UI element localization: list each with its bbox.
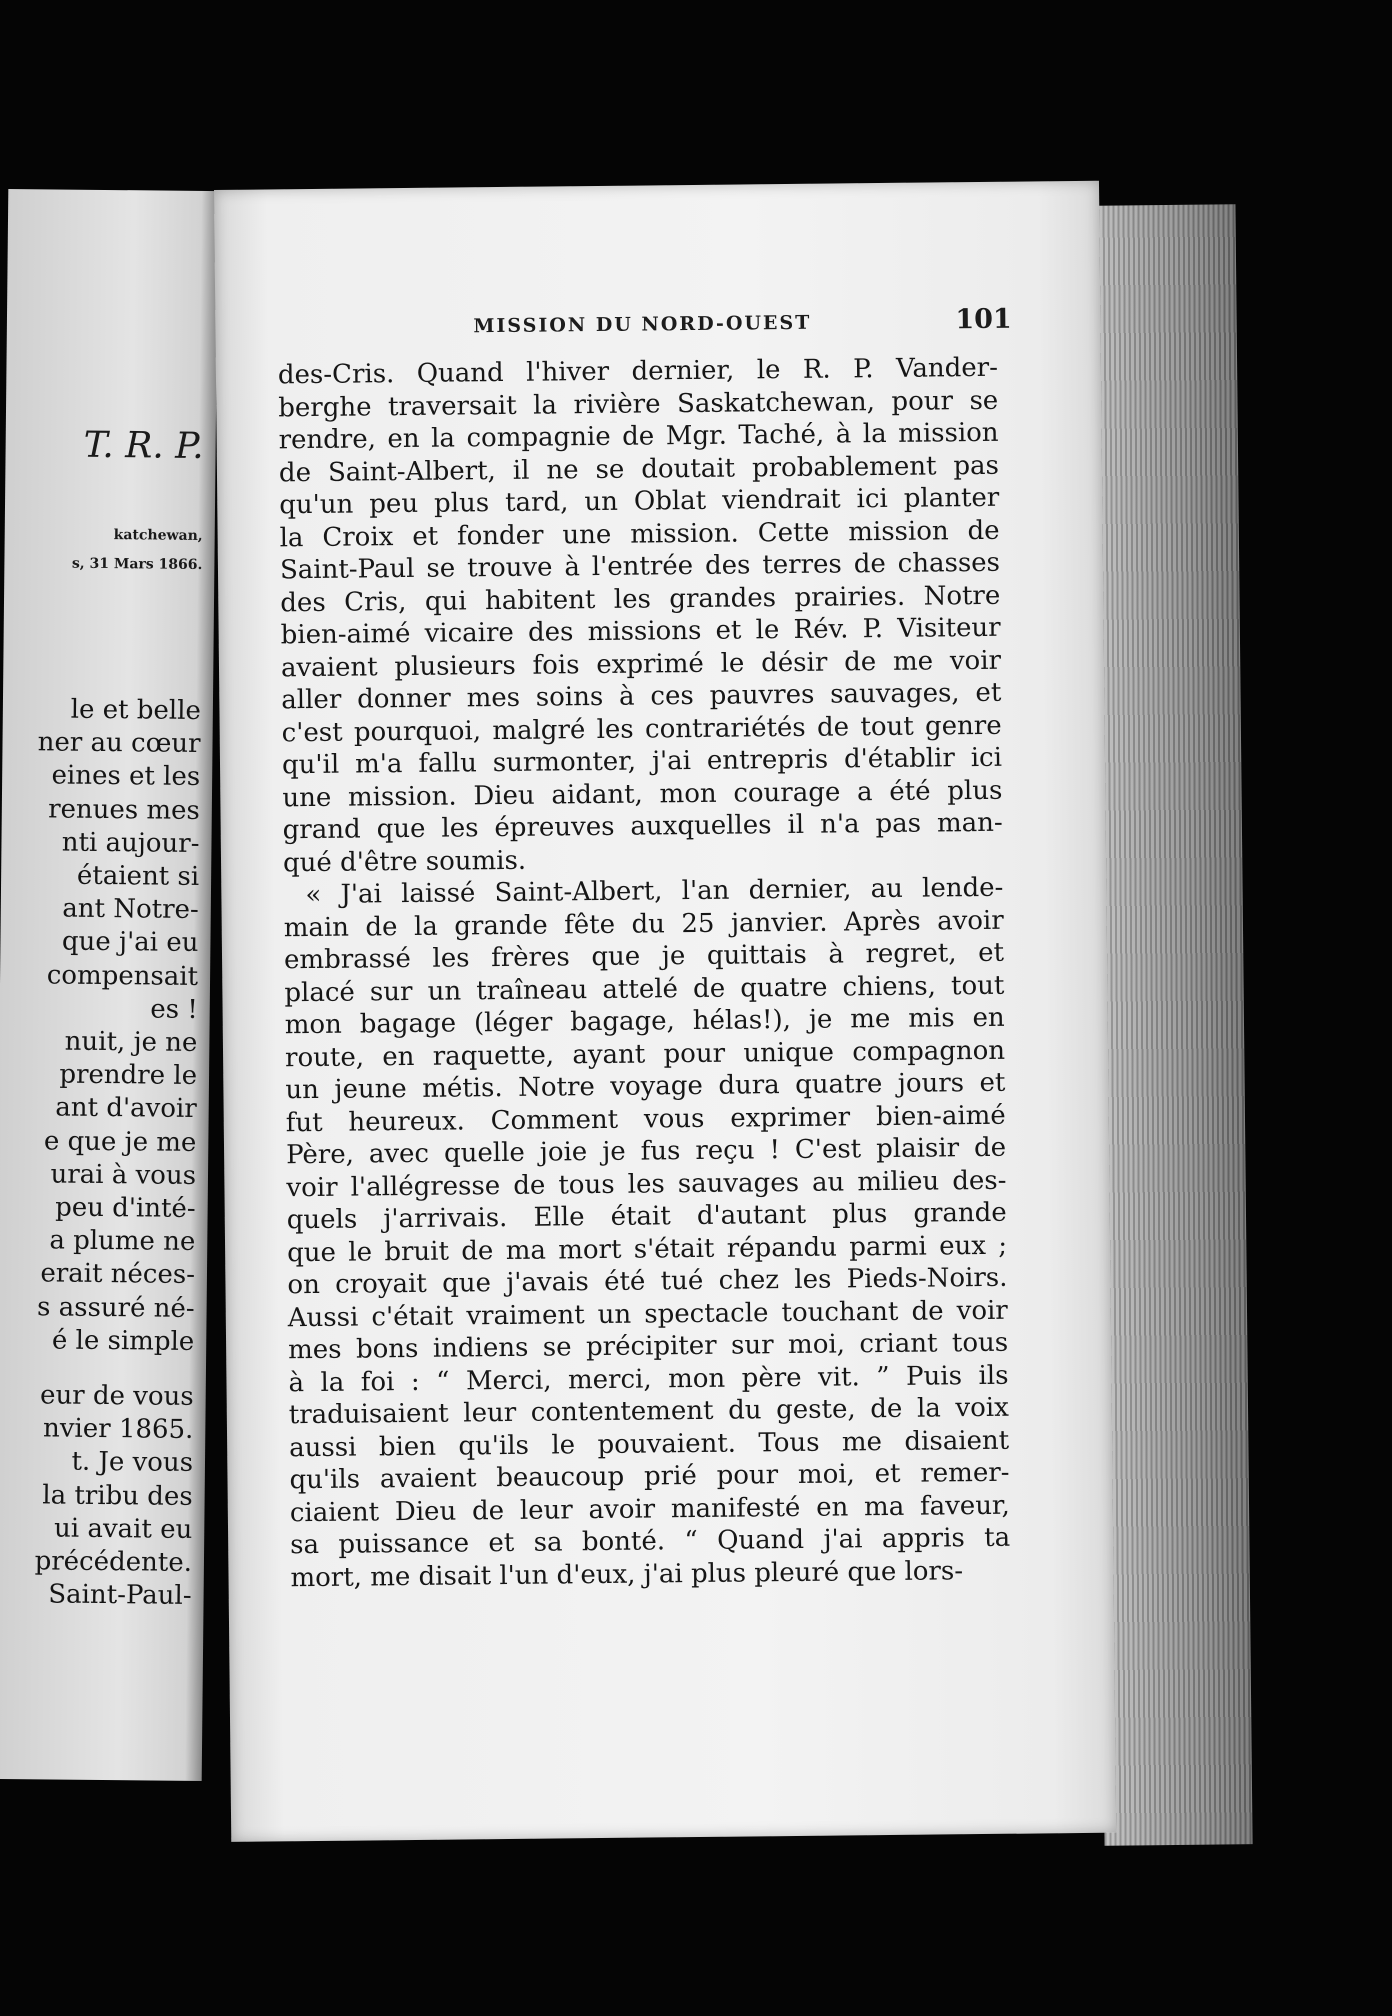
text-line: des Cris, qui habitent les grandes prairies. Notre bbox=[280, 580, 1001, 618]
text-line: sa puissance et sa bonté. “ Quand j'ai appris ta bbox=[290, 1522, 1011, 1561]
left-text-line: peu d'inté- bbox=[54, 1192, 196, 1224]
text-line: berghe traversait la rivière Saskatchewan, pour se bbox=[278, 385, 999, 423]
left-text-line: nvier 1865. bbox=[42, 1413, 194, 1446]
left-text-line: étaient si bbox=[76, 860, 200, 892]
text-line: bien-aimé vicaire des missions et le Rév. P. Visiteur bbox=[280, 612, 1001, 651]
left-text-line: ner au cœur bbox=[37, 727, 201, 760]
text-line: « J'ai laissé Saint-Albert, l'an dernier, au lende- bbox=[305, 872, 1004, 911]
left-text-line: é le simple bbox=[51, 1325, 195, 1357]
left-text-line: erait néces- bbox=[40, 1258, 196, 1291]
text-line: une mission. Dieu aidant, mon courage a été plus bbox=[282, 775, 1003, 813]
text-line: mort, me disait l'un d'eux, j'ai plus pleuré que lors- bbox=[290, 1555, 964, 1593]
text-line: Aussi c'était vraiment un spectacle touchant de voir bbox=[287, 1295, 1008, 1333]
text-line: traduisaient leur contentement du geste, de la voix bbox=[288, 1392, 1009, 1431]
left-text-line: nuit, je ne bbox=[64, 1026, 198, 1058]
left-text-line: le et belle bbox=[70, 694, 202, 726]
left-page-dateline: katchewan, bbox=[113, 527, 203, 544]
left-text-line: ui avait eu bbox=[53, 1513, 193, 1545]
running-head bbox=[215, 303, 1100, 338]
text-line: qu'ils avaient beaucoup prié pour moi, et remer- bbox=[289, 1457, 1010, 1496]
page-number: 101 bbox=[955, 303, 1012, 336]
text-line: mon bagage (léger bagage, hélas!), je me mis en bbox=[284, 1002, 1005, 1041]
text-line: c'est pourquoi, malgré les contrariétés de tout genre bbox=[281, 710, 1002, 748]
text-line: aller donner mes soins à ces pauvres sauvages, et bbox=[281, 677, 1002, 716]
left-text-line: ant d'avoir bbox=[55, 1092, 197, 1125]
text-line: mes bons indiens se précipiter sur moi, criant tous bbox=[287, 1327, 1009, 1366]
text-line: Saint-Paul se trouve à l'entrée des terres de chasses bbox=[279, 547, 1001, 586]
left-text-line: es ! bbox=[150, 994, 198, 1025]
left-text-line: renues mes bbox=[47, 793, 200, 826]
text-line: à la foi : “ Merci, merci, mon père vit. ” Puis ils bbox=[288, 1360, 1009, 1398]
text-line: qué d'être soumis. bbox=[282, 845, 527, 878]
text-line: avaient plusieurs fois exprimé le désir de me voir bbox=[280, 645, 1002, 683]
text-line: route, en raquette, ayant pour unique compagnon bbox=[284, 1035, 1006, 1073]
text-line: Père, avec quelle joie je fus reçu ! C'est plaisir de bbox=[285, 1132, 1007, 1171]
left-text-line: Saint-Paul- bbox=[48, 1579, 192, 1612]
running-title: MISSION DU NORD-OUEST bbox=[473, 311, 812, 338]
text-line: des-Cris. Quand l'hiver dernier, le R. P. Vander- bbox=[277, 352, 999, 391]
text-line: placé sur un traîneau attelé de quatre chiens, tout bbox=[284, 970, 1005, 1008]
left-text-line: compensait bbox=[46, 959, 199, 992]
left-text-line: t. Je vous bbox=[71, 1447, 194, 1479]
left-text-line: précédente. bbox=[34, 1546, 193, 1578]
text-line: voir l'allégresse de tous les sauvages au milieu des- bbox=[286, 1165, 1007, 1203]
text-line: main de la grande fête du 25 janvier. Après avoir bbox=[283, 905, 1004, 943]
text-line: quels j'arrivais. Elle était d'autant plus grande bbox=[286, 1197, 1007, 1236]
left-text-line: a plume ne bbox=[49, 1225, 196, 1258]
right-page bbox=[214, 181, 1116, 1842]
left-text-line: ant Notre- bbox=[62, 893, 199, 926]
left-text-line: que j'ai eu bbox=[61, 926, 199, 959]
text-line: fut heureux. Comment vous exprimer bien-aimé bbox=[285, 1100, 1006, 1138]
left-text-line: prendre le bbox=[59, 1059, 198, 1092]
text-line: de Saint-Albert, il ne se doutait probablement pas bbox=[278, 450, 1000, 488]
text-line: que le bruit de ma mort s'était répandu parmi eux ; bbox=[286, 1230, 1008, 1268]
text-line: qu'il m'a fallu surmonter, j'ai entrepris d'établir ici bbox=[281, 742, 1003, 781]
left-text-line: eur de vous bbox=[39, 1380, 194, 1412]
left-text-line: nti aujour- bbox=[61, 827, 200, 859]
text-line: on croyait que j'avais été tué chez les Pieds-Noirs. bbox=[287, 1262, 1008, 1301]
left-page-dateline: s, 31 Mars 1866. bbox=[71, 555, 203, 573]
body-text bbox=[278, 352, 1011, 1594]
text-line: un jeune métis. Notre voyage dura quatre jours et bbox=[285, 1067, 1006, 1106]
left-text-line: e que je me bbox=[43, 1125, 197, 1158]
left-page bbox=[0, 189, 218, 1781]
left-page-heading: T. R. P. bbox=[83, 424, 204, 468]
text-line: qu'un peu plus tard, un Oblat viendrait ici planter bbox=[279, 482, 1000, 521]
text-line: rendre, en la compagnie de Mgr. Taché, à la mission bbox=[278, 417, 999, 456]
left-text-line: s assuré né- bbox=[36, 1291, 195, 1324]
left-text-line: urai à vous bbox=[50, 1159, 197, 1191]
text-line: aussi bien qu'ils le pouvaient. Tous me disaient bbox=[289, 1425, 1010, 1463]
text-line: embrassé les frères que je quittais à regret, et bbox=[283, 937, 1005, 976]
text-line: grand que les épreuves auxquelles il n'a pas man- bbox=[282, 807, 1003, 846]
text-line: ciaient Dieu de leur avoir manifesté en ma faveur, bbox=[289, 1490, 1010, 1528]
left-text-line: eines et les bbox=[51, 760, 201, 793]
left-text-line: la tribu des bbox=[42, 1479, 193, 1512]
text-line: la Croix et fonder une mission. Cette mission de bbox=[279, 515, 1000, 553]
